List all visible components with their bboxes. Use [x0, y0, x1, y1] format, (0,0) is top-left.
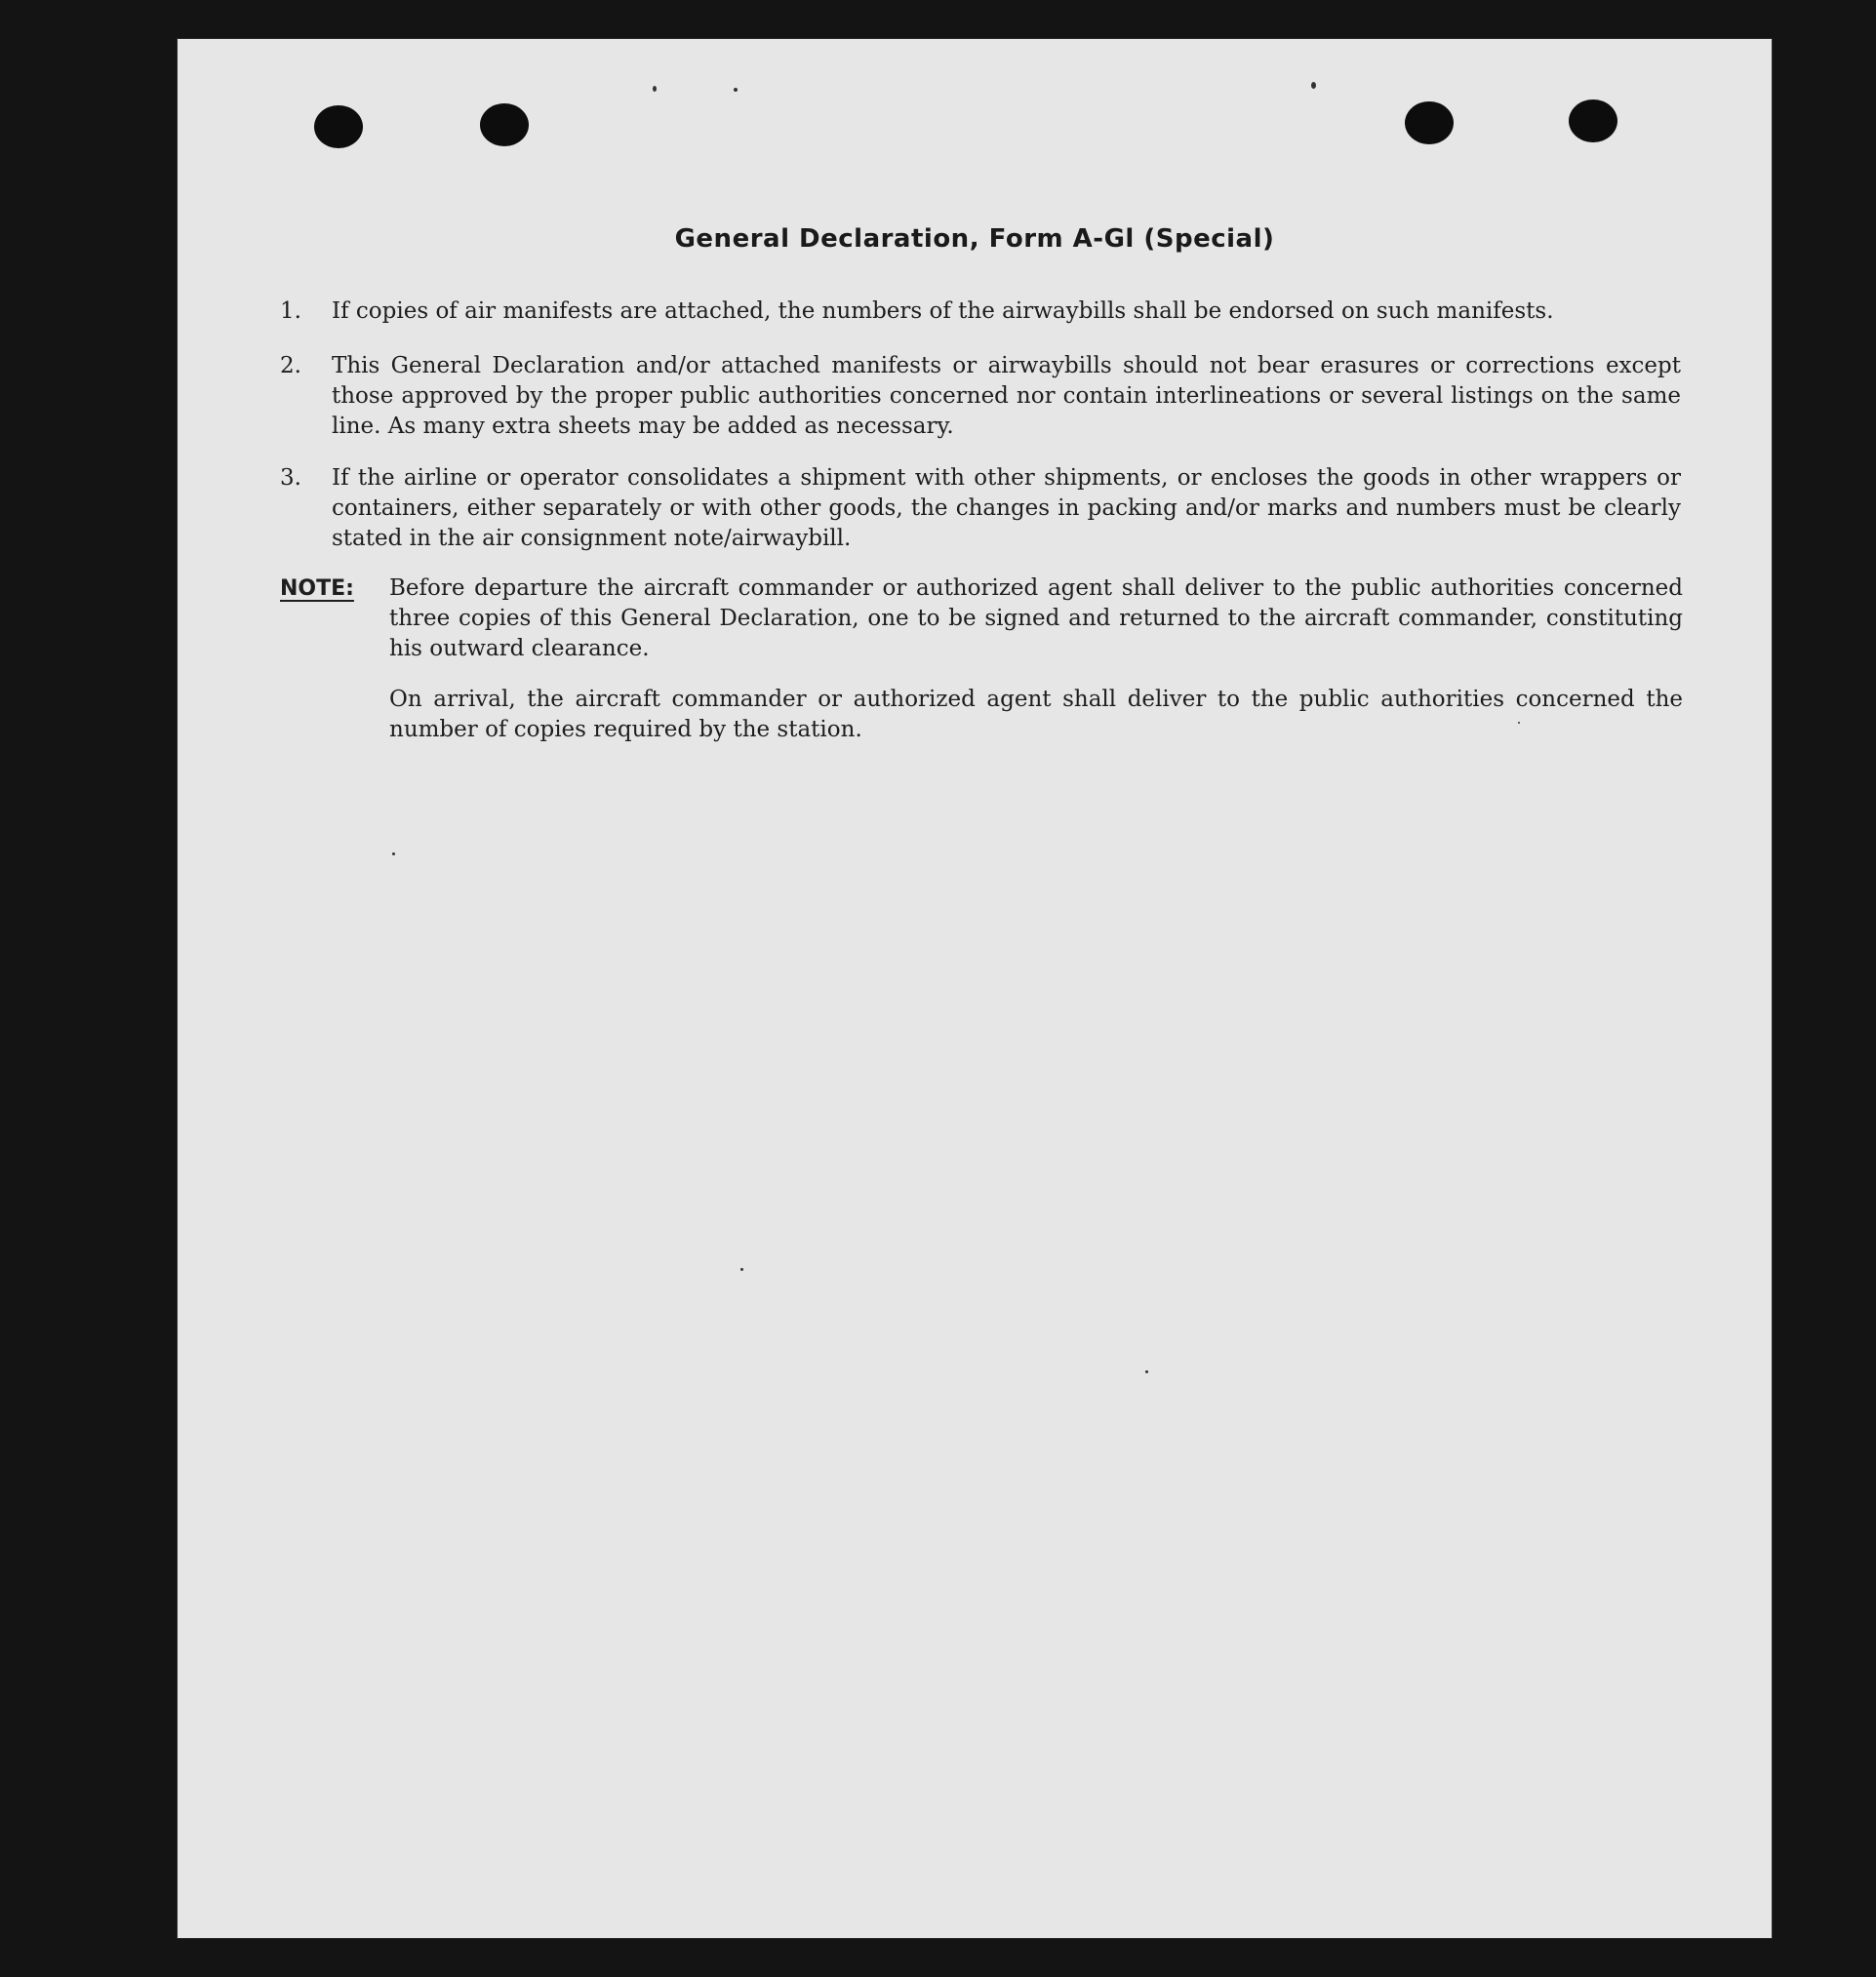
scan-speck: [392, 852, 395, 855]
document-title: General Declaration, Form A-Gl (Special): [674, 224, 1275, 254]
item-number: 1.: [280, 298, 301, 324]
item-text: This General Declaration and/or attached manifests or airwaybills should not bear erasures or corrections except those approved by the proper public authorities concerned nor contain interlineations or several listings on the same line. As many extra sheets may be added as necessary.: [332, 353, 1681, 439]
instruction-item-3: [280, 463, 1681, 554]
scan-speck: [740, 1268, 743, 1271]
scan-speck: [734, 88, 738, 92]
scan-speck: [1145, 1370, 1148, 1373]
scan-speck: [1311, 82, 1316, 89]
note-label: NOTE:: [280, 576, 354, 601]
punch-hole: [314, 105, 363, 148]
note-block: [280, 573, 1683, 664]
punch-hole: [1405, 101, 1454, 144]
note-block-arrival: [280, 685, 1683, 745]
scan-speck: [653, 86, 657, 92]
item-number: 3.: [280, 465, 301, 491]
instruction-item-1: [280, 297, 1681, 327]
instruction-item-2: [280, 351, 1681, 442]
item-text: If the airline or operator consolidates a shipment with other shipments, or encloses the goods in other wrappers or containers, either separately or with other goods, the changes in packing and/or marks and numbers must be clearly stated in the air consignment note/airwaybill.: [332, 465, 1681, 551]
note-paragraph-arrival: On arrival, the aircraft commander or authorized agent shall deliver to the public authorities concerned the number of copies required by the station.: [389, 687, 1683, 742]
punch-hole: [480, 103, 529, 146]
item-text: If copies of air manifests are attached, the numbers of the airwaybills shall be endorsed on such manifests.: [332, 298, 1554, 324]
document-page: [178, 39, 1772, 1938]
note-paragraph-departure: Before departure the aircraft commander or authorized agent shall deliver to the public authorities concerned three copies of this General Declaration, one to be signed and returned to the aircraft commander, constituting his outward clearance.: [389, 575, 1683, 661]
scan-speck: [1518, 722, 1520, 724]
punch-hole: [1569, 99, 1617, 142]
item-number: 2.: [280, 353, 301, 378]
